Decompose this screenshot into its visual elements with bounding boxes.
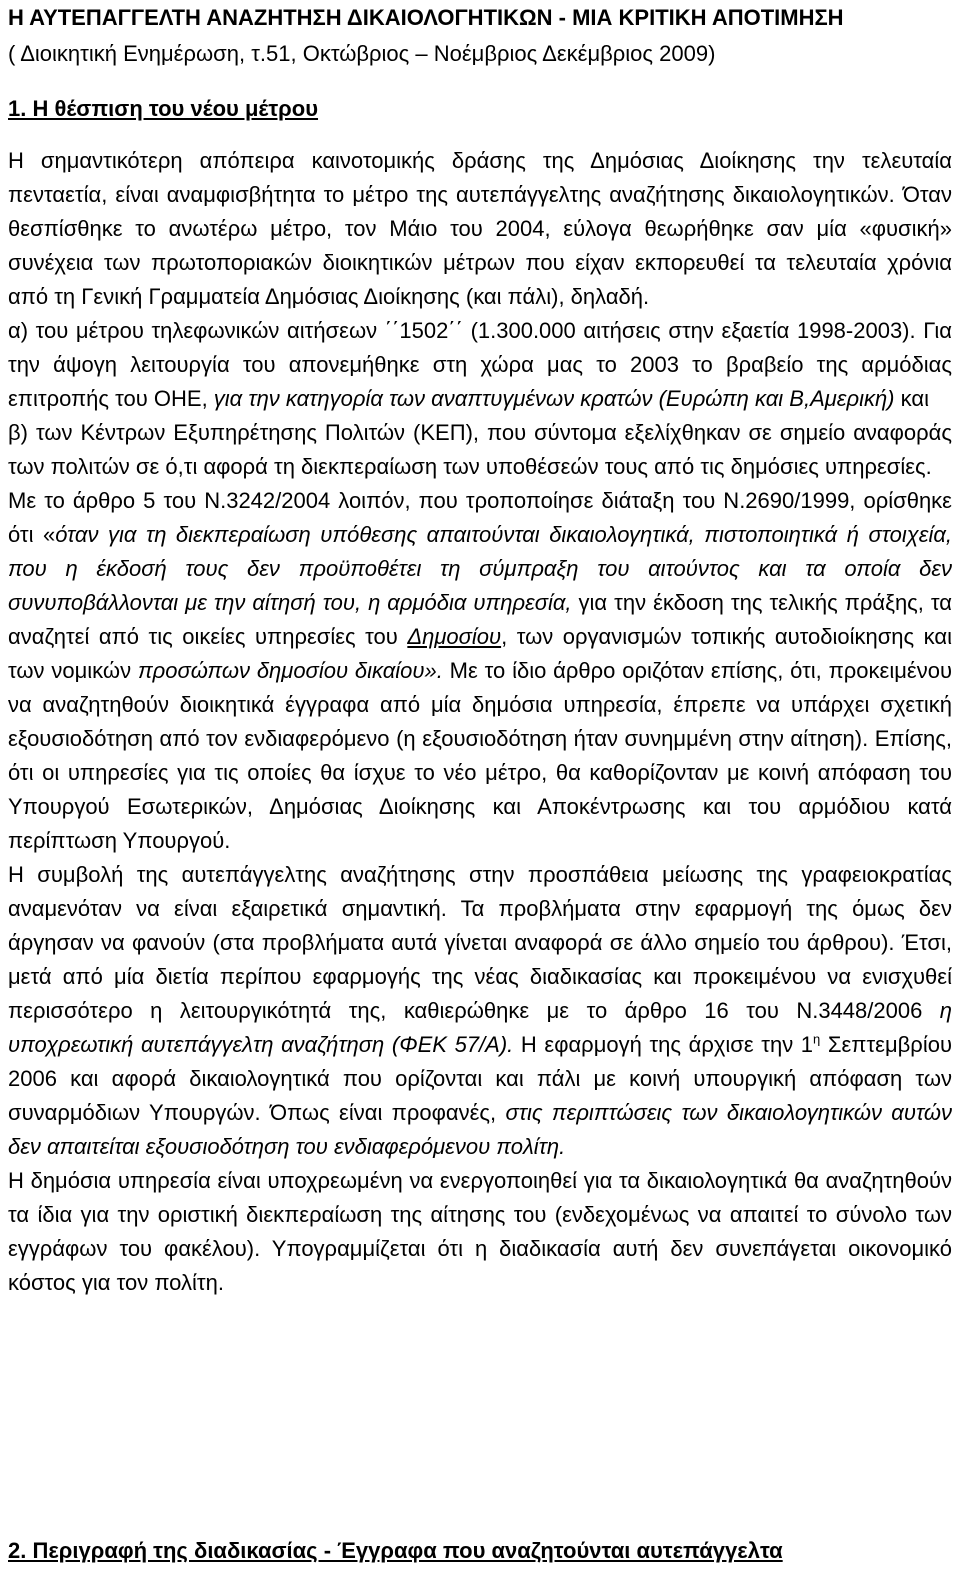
document-subtitle: ( Διοικητική Ενημέρωση, τ.51, Οκτώβριος – Νοέμβριος Δεκέμβριος 2009) bbox=[8, 41, 716, 66]
paragraph-5-italic-1: η υποχρεωτική αυτεπάγγελτη αναζήτηση (ΦΕΚ 57/Α). bbox=[8, 998, 952, 1057]
paragraph-3: β) των Κέντρων Εξυπηρέτησης Πολιτών (ΚΕΠ), που σύντομα εξελίχθηκαν σε σημείο αναφοράς των πολιτών σε ό,τι αφορά τη διεκπεραίωση των υποθέσεών τους από τις δημόσιες υπηρεσίες. bbox=[8, 420, 952, 479]
paragraph-4 bbox=[8, 484, 952, 858]
paragraph-2 bbox=[8, 314, 952, 416]
paragraph-4-italic-2: προσώπων δημοσίου δικαίου». bbox=[137, 658, 443, 683]
paragraph-5-text-b: Η εφαρμογή της άρχισε την 1 bbox=[513, 1032, 814, 1057]
paragraph-5-superscript: η bbox=[813, 1031, 821, 1047]
paragraph-5-text-c: Σεπτεμβρίου 2006 και αφορά δικαιολογητικά που ορίζονται και πάλι με κοινή υπουργική απόφαση των συναρμόδιων Υπουργών. Όπως είναι προφανές, bbox=[8, 1032, 952, 1125]
paragraph-5-italic-2: στις περιπτώσεις των δικαιολογητικών αυτών δεν απαιτείται εξουσιοδότηση του ενδιαφερόμενου πολίτη. bbox=[8, 1100, 953, 1159]
paragraph-2-text: α) του μέτρου τηλεφωνικών αιτήσεων ΄΄1502΄΄ (1.300.000 αιτήσεις στην εξαετία 1998-2003). Για την άψογη λειτουργία του απονεμήθηκε στη χώρα μας το 2003 το βραβείο της αρμόδιας επιτροπής του ΟΗΕ, bbox=[8, 318, 952, 411]
paragraph-2-end: και bbox=[894, 386, 929, 411]
paragraph-4-italic-1: όταν για τη διεκπεραίωση υπόθεσης απαιτούνται δικαιολογητικά, πιστοποιητικά ή στοιχεία, που η έκδοσή τους δεν προϋποθέτει τη σύμπραξη του αιτούντος και τα οποία δεν συνυποβάλλονται με την αίτησή του, η αρμόδια υπηρεσία, bbox=[8, 522, 952, 615]
paragraph-4-text-d: Με το ίδιο άρθρο οριζόταν επίσης, ότι, προκειμένου να αναζητηθούν διοικητικά έγγραφα από μία δημόσια υπηρεσία, έπρεπε να υπάρχει σχετική εξουσιοδότηση από τον ενδιαφερόμενο (η εξουσιοδότηση ήταν συνημμένη στην αίτηση). Επίσης, ότι οι υπηρεσίες για τις οποίες θα ίσχυε το νέο μέτρο, θα καθορίζονταν με κοινή απόφαση του Υπουργού Εσωτερικών, Δημόσιας Διοίκησης και Αποκέντρωσης και του αρμόδιου κατά περίπτωση Υπουργού. bbox=[8, 658, 952, 853]
paragraph-4-text-c: , των οργανισμών τοπικής αυτοδιοίκησης και των νομικών bbox=[8, 624, 952, 683]
paragraph-4-text-a: Με το άρθρο 5 του Ν.3242/2004 λοιπόν, που τροποποίησε διάταξη του Ν.2690/1999, ορίσθηκε ότι « bbox=[8, 488, 952, 547]
paragraph-5 bbox=[8, 858, 952, 1164]
paragraph-1: Η σημαντικότερη απόπειρα καινοτομικής δράσης της Δημόσιας Διοίκησης την τελευταία πενταετία, είναι αναμφισβήτητα το μέτρο της αυτεπάγγελτης αναζήτησης δικαιολογητικών. Όταν θεσπίσθηκε το ανωτέρω μέτρο, τον Μάιο του 2004, εύλογα θεωρήθηκε σαν μία «φυσική» συνέχεια των πρωτοποριακών διοικητικών μέτρων που είχαν εκπορευθεί τα τελευταία χρόνια από τη Γενική Γραμματεία Δημόσιας Διοίκησης (και πάλι), δηλαδή. bbox=[8, 148, 952, 309]
document-title: Η ΑΥΤΕΠΑΓΓΕΛΤΗ ΑΝΑΖΗΤΗΣΗ ΔΙΚΑΙΟΛΟΓΗΤΙΚΩΝ - ΜΙΑ ΚΡΙΤΙΚΗ ΑΠΟΤΙΜΗΣΗ bbox=[8, 5, 844, 30]
section-2-heading: 2. Περιγραφή της διαδικασίας - Έγγραφα που αναζητούνται αυτεπάγγελτα bbox=[8, 1538, 783, 1563]
section-1-heading: 1. Η θέσπιση του νέου μέτρου bbox=[8, 96, 319, 121]
paragraph-4-text-b: για την έκδοση της τελικής πράξης, τα αναζητεί από τις οικείες υπηρεσίες του bbox=[8, 590, 952, 649]
paragraph-5-text-a: Η συμβολή της αυτεπάγγελτης αναζήτησης στην προσπάθεια μείωσης της γραφειοκρατίας αναμενόταν να είναι εξαιρετικά σημαντική. Τα προβλήματα στην εφαρμογή της όμως δεν άργησαν να φανούν (στα προβλήματα αυτά γίνεται αναφορά σε άλλο σημείο του άρθρου). Έτσι, μετά από μία διετία περίπου εφαρμογής της νέας διαδικασίας και προκειμένου να ενισχυθεί περισσότερο η λειτουργικότητά της, καθιερώθηκε με το άρθρο 16 του Ν.3448/2006 bbox=[8, 862, 952, 1023]
paragraph-4-underlined: Δημοσίου bbox=[407, 624, 502, 649]
paragraph-6: Η δημόσια υπηρεσία είναι υποχρεωμένη να ενεργοποιηθεί για τα δικαιολογητικά θα αναζητηθούν τα ίδια για την οριστική διεκπεραίωση της αίτησης του (ενδεχομένως να απαιτεί το σύνολο των εγγράφων του φακέλου). Υπογραμμίζεται ότι η διαδικασία αυτή δεν συνεπάγεται οικονομικό κόστος για τον πολίτη. bbox=[8, 1168, 952, 1295]
paragraph-2-italic: για την κατηγορία των αναπτυγμένων κρατών (Ευρώπη και Β,Αμερική) bbox=[213, 386, 895, 411]
